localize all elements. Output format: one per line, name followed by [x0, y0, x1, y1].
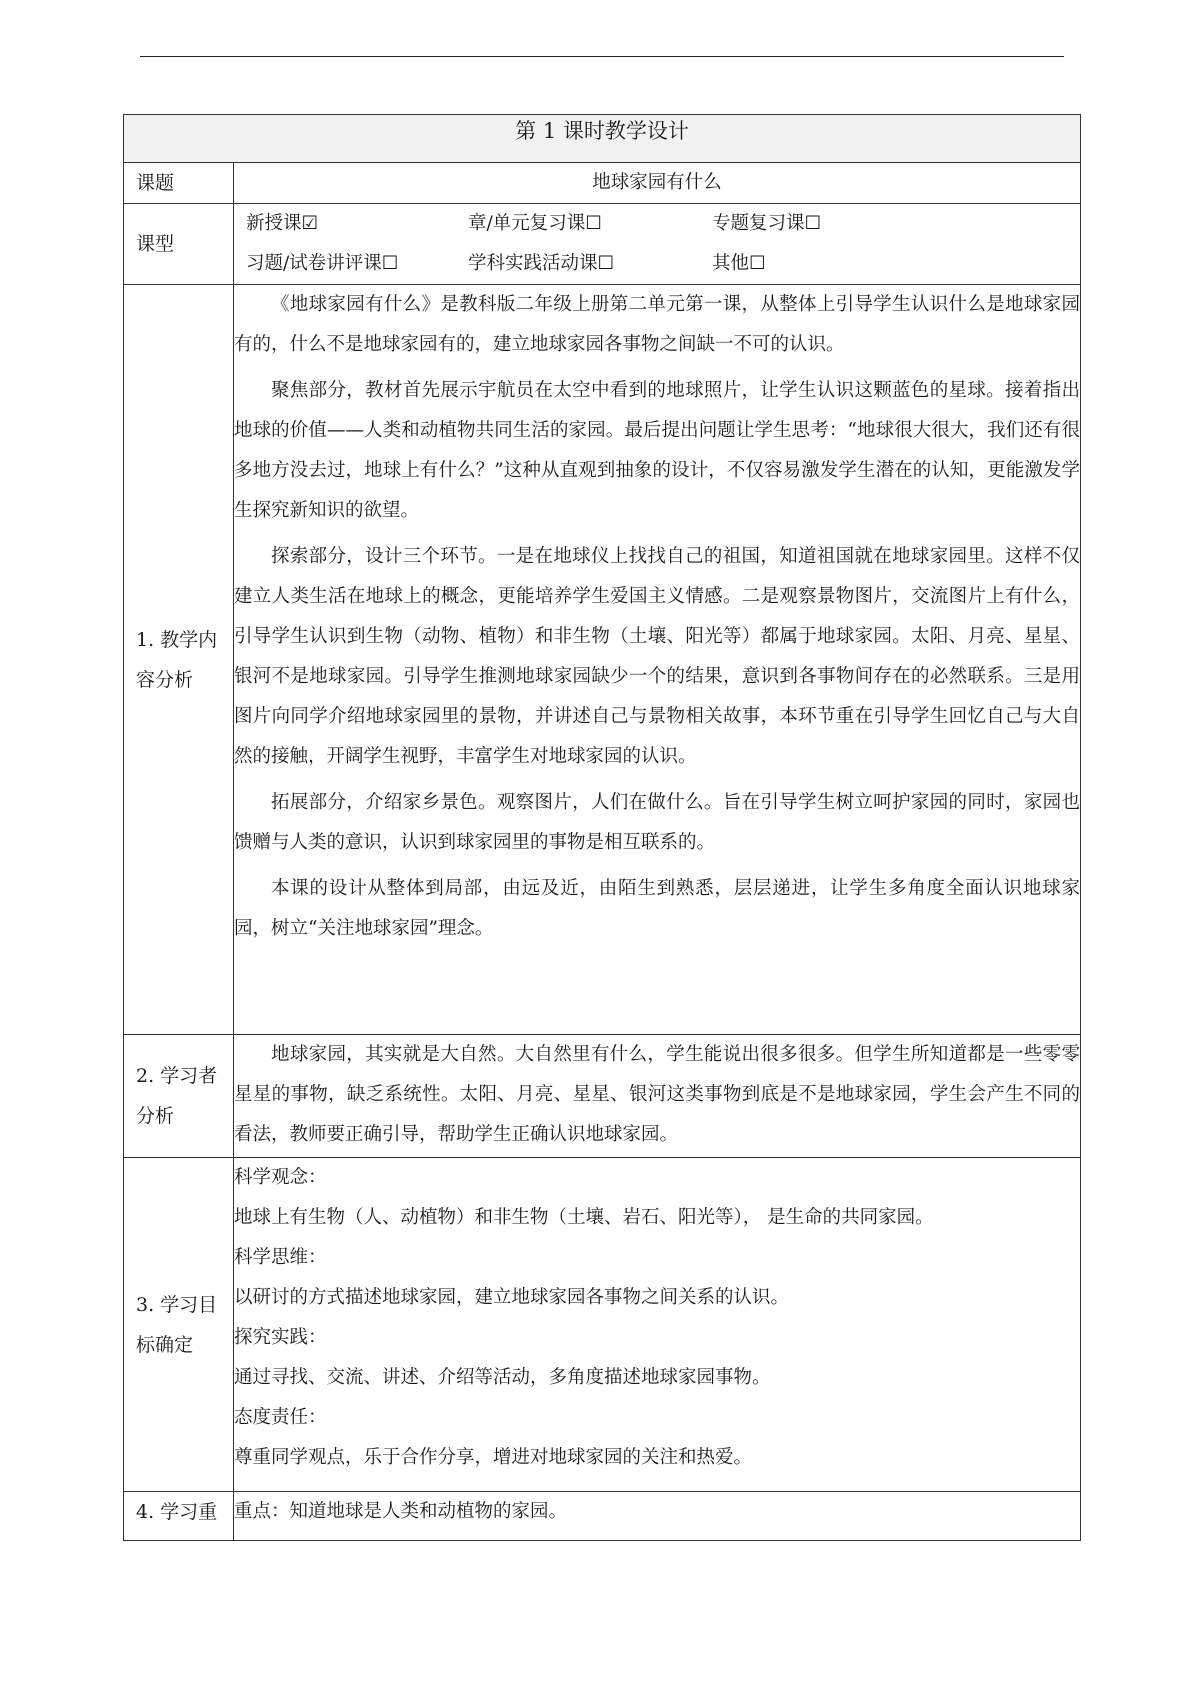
objective-line: 地球上有生物（人、动植物）和非生物（土壤、岩石、阳光等）， 是生命的共同家园。 — [234, 1207, 934, 1228]
option-topic-review: 专题复习课☐ — [712, 213, 822, 234]
objective-line: 尊重同学观点，乐于合作分享，增进对地球家园的关注和热爱。 — [234, 1447, 753, 1468]
header-rule — [140, 56, 1064, 57]
lesson-type-options — [234, 204, 1081, 285]
option-new-lesson: 新授课☑ — [246, 213, 319, 234]
objective-heading: 探究实践： — [234, 1327, 327, 1348]
objective-heading: 态度责任： — [234, 1407, 327, 1428]
content-paragraph: 聚焦部分，教材首先展示宇航员在太空中看到的地球照片，让学生认识这颗蓝色的星球。接着指出地球的价值——人类和动植物共同生活的家园。最后提出问题让学生思考：“地球很大很大，我们还有很多地方没去过，地球上有什么？”这种从直观到抽象的设计，不仅容易激发学生潜在的认知，更能激发学生探究新知识的欲望。 — [234, 380, 1080, 521]
objectives-label: 3. 学习目标确定 — [124, 1158, 234, 1492]
content-paragraph: 探索部分，设计三个环节。一是在地球仪上找找自己的祖国，知道祖国就在地球家园里。这样不仅建立人类生活在地球上的概念，更能培养学生爱国主义情感。二是观察景物图片，交流图片上有什么，引导学生认识到生物（动物、植物）和非生物（土壤、阳光等）都属于地球家园。太阳、月亮、星星、银河不是地球家园。引导学生推测地球家园缺少一个的结果，意识到各事物间存在的必然联系。三是用图片向同学介绍地球家园里的景物，并讲述自己与景物相关故事，本环节重在引导学生回忆自己与大自然的接触，开阔学生视野，丰富学生对地球家园的认识。 — [234, 546, 1080, 767]
lesson-design-table — [123, 114, 1081, 1541]
objectives-text — [234, 1158, 1081, 1492]
title-row — [124, 115, 1081, 163]
key-points-text: 重点：知道地球是人类和动植物的家园。 — [234, 1492, 1081, 1541]
key-points-row — [124, 1492, 1081, 1541]
content-paragraph: 《地球家园有什么》是教科版二年级上册第二单元第一课，从整体上引导学生认识什么是地球家园有的，什么不是地球家园有的，建立地球家园各事物之间缺一不可的认识。 — [234, 294, 1080, 355]
key-points-label: 4. 学习重 — [124, 1492, 234, 1541]
learner-paragraph: 地球家园，其实就是大自然。大自然里有什么，学生能说出很多很多。但学生所知道都是一些零零星星的事物，缺乏系统性。太阳、月亮、星星、银河这类事物到底是不是地球家园，学生会产生不同的看法，教师要正确引导，帮助学生正确认识地球家园。 — [234, 1044, 1080, 1145]
objective-heading: 科学观念： — [234, 1167, 327, 1188]
learner-analysis-label: 2. 学习者分析 — [124, 1035, 234, 1158]
learner-analysis-text — [234, 1035, 1081, 1158]
learner-analysis-row — [124, 1035, 1081, 1158]
table-title: 第 1 课时教学设计 — [124, 115, 1081, 163]
content-analysis-row — [124, 285, 1081, 1035]
lesson-type-row — [124, 204, 1081, 285]
topic-row — [124, 163, 1081, 204]
content-analysis-label: 1. 教学内容分析 — [124, 285, 234, 1035]
content-analysis-text — [234, 285, 1081, 1035]
option-other: 其他☐ — [712, 253, 766, 274]
content-paragraph: 本课的设计从整体到局部，由远及近，由陌生到熟悉，层层递进，让学生多角度全面认识地球家园，树立“关注地球家园”理念。 — [234, 878, 1080, 939]
topic-label: 课题 — [124, 163, 234, 204]
option-exercise-review: 习题/试卷讲评课☐ — [246, 253, 399, 274]
objective-line: 通过寻找、交流、讲述、介绍等活动，多角度描述地球家园事物。 — [234, 1367, 771, 1388]
content-paragraph: 拓展部分，介绍家乡景色。观察图片，人们在做什么。旨在引导学生树立呵护家园的同时，家园也馈赠与人类的意识，认识到球家园里的事物是相互联系的。 — [234, 792, 1080, 853]
topic-value: 地球家园有什么 — [234, 163, 1081, 204]
option-unit-review: 章/单元复习课☐ — [468, 213, 602, 234]
lesson-type-label: 课型 — [124, 204, 234, 285]
objectives-row — [124, 1158, 1081, 1492]
option-practice-activity: 学科实践活动课☐ — [468, 253, 615, 274]
objective-line: 以研讨的方式描述地球家园，建立地球家园各事物之间关系的认识。 — [234, 1287, 790, 1308]
objective-heading: 科学思维： — [234, 1247, 327, 1268]
